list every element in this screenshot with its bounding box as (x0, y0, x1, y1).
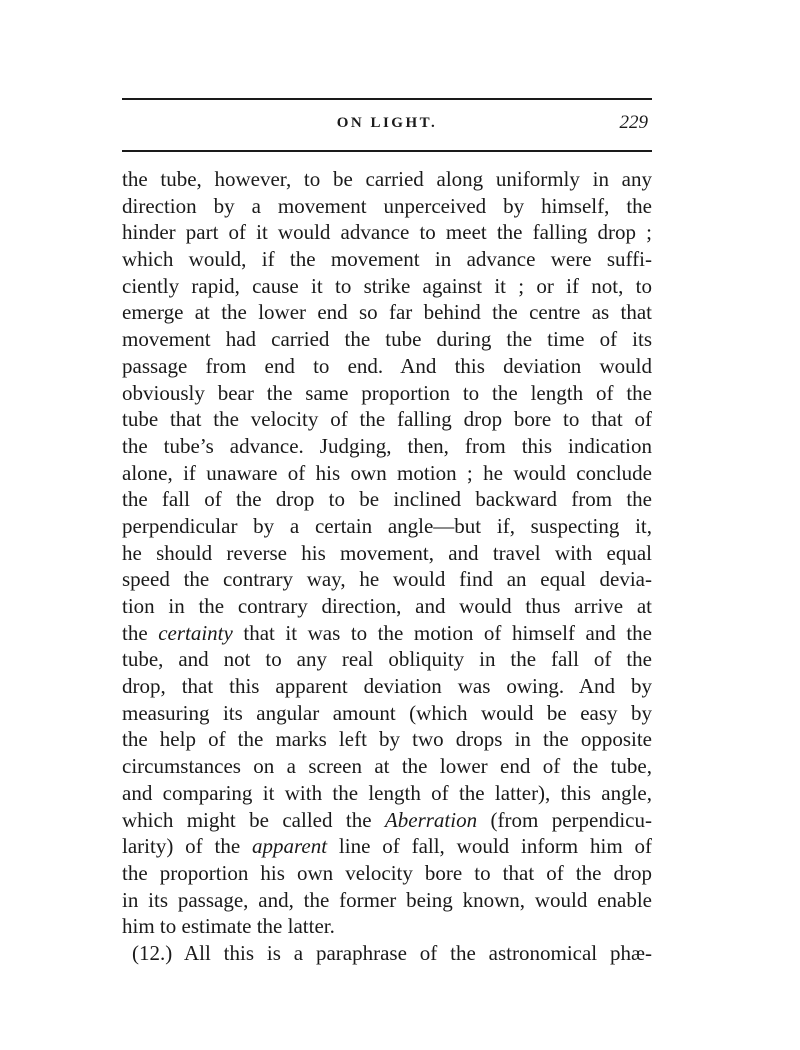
body-text (122, 166, 652, 967)
text-line: tube, and not to any real obliquity in the fall of the (122, 647, 652, 672)
text-line: obviously bear the same proportion to the length of the (122, 380, 652, 405)
text-segment: which might be called the (122, 807, 385, 832)
text-line: and comparing it with the length of the latter), this angle, (122, 780, 652, 805)
text-line: circumstances on a screen at the lower end of the tube, (122, 754, 652, 779)
text-line: tube that the velocity of the falling drop bore to that of (122, 407, 652, 432)
text-line: direction by a movement unperceived by himself, the (122, 193, 652, 218)
text-line: the help of the marks left by two drops in the opposite (122, 727, 652, 752)
header-bottom-rule (122, 150, 652, 152)
text-segment: line of fall, would inform him of (327, 834, 652, 859)
text-segment: that it was to the motion of himself and the (232, 620, 652, 645)
text-line: speed the contrary way, he would find an equal devia- (122, 567, 652, 592)
running-header (122, 112, 652, 138)
text-line: emerge at the lower end so far behind the centre as that (122, 300, 652, 325)
text-line (122, 807, 652, 834)
page-number: 229 (619, 112, 648, 133)
text-line: drop, that this apparent deviation was owing. And by (122, 674, 652, 699)
text-line: in its passage, and, the former being known, would enable (122, 887, 652, 912)
running-title: ON LIGHT. (336, 115, 438, 131)
italic-word-apparent: apparent (252, 834, 328, 859)
text-line: he should reverse his movement, and travel with equal (122, 540, 652, 565)
text-line: the fall of the drop to be inclined backward from the (122, 487, 652, 512)
text-line: alone, if unaware of his own motion ; he would conclude (122, 460, 652, 485)
text-line: which would, if the movement in advance were suffi- (122, 247, 652, 272)
text-line: tion in the contrary direction, and would thus arrive at (122, 594, 652, 618)
text-line: the proportion his own velocity bore to that of the drop (122, 860, 652, 885)
italic-word-certainty: certainty (158, 620, 233, 645)
header-top-rule (122, 98, 652, 100)
text-line (122, 620, 652, 647)
text-line: passage from end to end. And this deviation would (122, 353, 652, 378)
text-line: the tube’s advance. Judging, then, from this indication (122, 433, 652, 458)
text-line: movement had carried the tube during the time of its (122, 327, 652, 352)
section-12-opening-line: (12.) All this is a paraphrase of the astronomical phæ- (132, 940, 652, 965)
text-line: measuring its angular amount (which would be easy by (122, 700, 652, 725)
italic-word-aberration: Aberration (384, 807, 478, 832)
text-line: the tube, however, to be carried along uniformly in any (122, 167, 652, 191)
text-line: perpendicular by a certain angle—but if, suspecting it, (122, 513, 652, 538)
text-line: ciently rapid, cause it to strike against it ; or if not, to (122, 273, 652, 298)
text-segment: (from perpendicu- (477, 807, 652, 832)
text-line: hinder part of it would advance to meet the falling drop ; (122, 220, 652, 245)
text-segment: the (122, 620, 159, 645)
text-segment: larity) of the (122, 834, 252, 859)
text-line (122, 833, 652, 860)
paragraph-end-line: him to estimate the latter. (122, 914, 335, 939)
